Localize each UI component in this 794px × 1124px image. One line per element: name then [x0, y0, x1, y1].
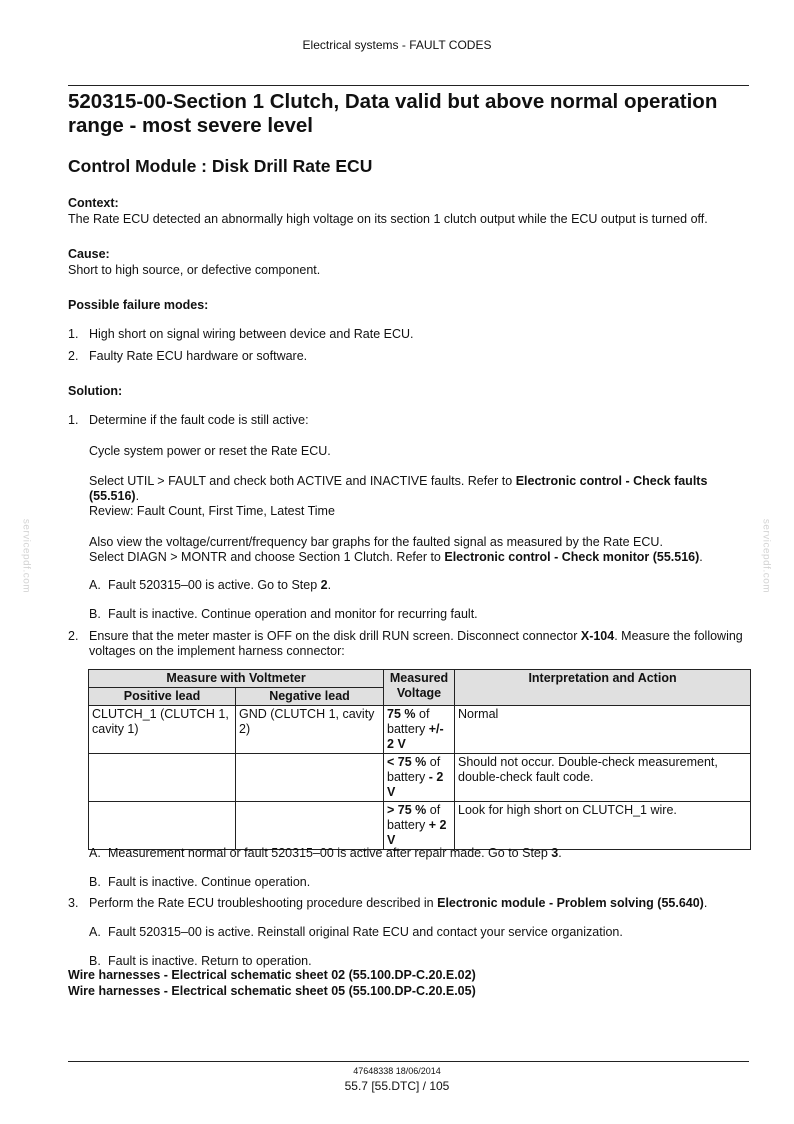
- step-3-text-body: Perform the Rate ECU troubleshooting procedure described in: [89, 896, 438, 910]
- period: .: [558, 846, 562, 860]
- step-1-text: Determine if the fault code is still active:: [89, 413, 309, 427]
- running-header: Electrical systems - FAULT CODES: [302, 38, 492, 52]
- step-2-option-b: [89, 875, 311, 890]
- interpretation-cell: Look for high short on CLUTCH_1 wire.: [455, 802, 751, 850]
- solution-label: Solution:: [68, 384, 123, 398]
- option-text: Fault is inactive. Continue operation.: [108, 875, 311, 889]
- option-letter: A.: [89, 846, 101, 860]
- context-text: The Rate ECU detected an abnormally high voltage on its section 1 clutch output while the ECU output is turned off.: [68, 212, 708, 226]
- step-1-review: Review: Fault Count, First Time, Latest Time: [89, 504, 335, 518]
- positive-lead-cell: [89, 754, 236, 802]
- option-text-body: Fault 520315–00 is active. Go to Step: [108, 578, 321, 592]
- step-1-number: 1.: [68, 413, 79, 427]
- problem-solving-reference-link[interactable]: Electronic module - Problem solving (55.640): [437, 896, 704, 910]
- step-2-text: [89, 629, 751, 659]
- step-2-text-tail: . Measure the following voltages on the implement harness connector:: [89, 629, 743, 658]
- step-reference: 2: [320, 578, 328, 592]
- voltage-percent: 75 %: [387, 707, 416, 721]
- table-row: [89, 802, 751, 850]
- period: .: [135, 489, 140, 503]
- measure-with-voltmeter-header: Measure with Voltmeter: [89, 670, 384, 688]
- header-rule: [68, 85, 749, 86]
- page-number: 55.7 [55.DTC] / 105: [344, 1079, 450, 1093]
- measured-voltage-cell: [384, 706, 455, 754]
- option-text: Fault is inactive. Continue operation and monitor for recurring fault.: [108, 607, 478, 621]
- positive-lead-header: Positive lead: [89, 688, 236, 706]
- table-row: [89, 754, 751, 802]
- option-letter: B.: [89, 875, 101, 889]
- context-label: Context:: [68, 196, 119, 210]
- option-letter: A.: [89, 578, 101, 592]
- interpretation-cell: Should not occur. Double-check measurement, double-check fault code.: [455, 754, 751, 802]
- step-1-paragraph-3: Also view the voltage/current/frequency bar graphs for the faulted signal as measured by the Rate ECU.: [89, 535, 663, 549]
- step-1-paragraph-1: Cycle system power or reset the Rate ECU.: [89, 444, 331, 458]
- negative-lead-cell: GND (CLUTCH 1, cavity 2): [236, 706, 384, 754]
- voltage-text: of battery: [387, 707, 430, 736]
- step-3-text: [89, 896, 707, 911]
- connector-id: X-104: [580, 629, 615, 643]
- option-text-body: Measurement normal or fault 520315–00 is active after repair made. Go to Step: [108, 846, 552, 860]
- period: .: [699, 550, 703, 564]
- cause-label: Cause:: [68, 247, 110, 261]
- measured-voltage-cell: [384, 754, 455, 802]
- positive-lead-cell: CLUTCH_1 (CLUTCH 1, cavity 1): [89, 706, 236, 754]
- page-title: 520315-00-Section 1 Clutch, Data valid but above normal operation range - most severe level: [68, 90, 718, 137]
- step-2-text-body: Ensure that the meter master is OFF on the disk drill RUN screen. Disconnect connector: [89, 629, 581, 643]
- measured-voltage-cell: [384, 802, 455, 850]
- negative-lead-cell: [236, 802, 384, 850]
- negative-lead-cell: [236, 754, 384, 802]
- step-1-paragraph-3b-text: Select DIAGN > MONTR and choose Section 1 Clutch. Refer to: [89, 550, 445, 564]
- failure-modes-label: Possible failure modes:: [68, 298, 209, 312]
- voltage-measurement-table: [88, 669, 751, 850]
- failure-mode-item: [68, 349, 758, 364]
- watermark-left: servicepdf.com: [20, 518, 32, 594]
- footer-rule: [68, 1061, 749, 1062]
- voltage-percent: > 75 %: [387, 803, 427, 817]
- step-1-paragraph-3b: [89, 550, 754, 565]
- step-reference: 3: [551, 846, 559, 860]
- reference-link[interactable]: Wire harnesses - Electrical schematic sheet 05 (55.100.DP-C.20.E.05): [68, 984, 476, 998]
- option-letter: A.: [89, 925, 101, 939]
- watermark-right: servicepdf.com: [760, 518, 772, 594]
- voltage-tolerance: + 2 V: [387, 818, 447, 847]
- step-2-option-a: [89, 846, 562, 861]
- step-3-option-b: [89, 954, 312, 969]
- table-header-row: [89, 670, 751, 688]
- option-letter: B.: [89, 954, 101, 968]
- option-text: [108, 578, 331, 593]
- check-monitor-reference-link[interactable]: Electronic control - Check monitor (55.516): [444, 550, 700, 564]
- list-text: Faulty Rate ECU hardware or software.: [89, 349, 308, 363]
- list-number: 1.: [68, 327, 79, 341]
- step-1-option-a: [89, 578, 332, 593]
- option-letter: B.: [89, 607, 101, 621]
- period: .: [327, 578, 332, 592]
- negative-lead-header: Negative lead: [236, 688, 384, 706]
- voltage-tolerance: - 2 V: [387, 770, 444, 799]
- document-code: 47648338 18/06/2014: [353, 1066, 441, 1076]
- option-text: [108, 846, 562, 861]
- voltage-text: of battery: [387, 803, 441, 832]
- positive-lead-cell: [89, 802, 236, 850]
- step-1-paragraph-2: [89, 474, 751, 504]
- interpretation-cell: Normal: [455, 706, 751, 754]
- table-row: [89, 706, 751, 754]
- measured-voltage-header: Measured Voltage: [384, 670, 455, 706]
- list-number: 2.: [68, 349, 79, 363]
- reference-link[interactable]: Wire harnesses - Electrical schematic sheet 02 (55.100.DP-C.20.E.02): [68, 968, 476, 982]
- period: .: [703, 896, 708, 910]
- step-1-paragraph-2-text: Select UTIL > FAULT and check both ACTIVE and INACTIVE faults. Refer to: [89, 474, 516, 488]
- step-1-option-b: [89, 607, 478, 622]
- step-3-number: 3.: [68, 896, 79, 910]
- list-text: High short on signal wiring between device and Rate ECU.: [89, 327, 414, 341]
- voltage-text: of battery: [387, 755, 441, 784]
- voltage-percent: < 75 %: [387, 755, 427, 769]
- voltage-tolerance: +/- 2 V: [387, 722, 444, 751]
- cause-text: Short to high source, or defective component.: [68, 263, 321, 277]
- interpretation-header: Interpretation and Action: [455, 670, 751, 706]
- check-faults-reference-link[interactable]: Electronic control - Check faults (55.516): [89, 474, 708, 503]
- failure-mode-item: [68, 327, 758, 342]
- step-2-number: 2.: [68, 629, 79, 643]
- option-text: Fault 520315–00 is active. Reinstall original Rate ECU and contact your service organization.: [108, 925, 623, 939]
- step-3-option-a: [89, 925, 623, 940]
- option-text: Fault is inactive. Return to operation.: [108, 954, 312, 968]
- control-module-heading: Control Module : Disk Drill Rate ECU: [68, 156, 373, 176]
